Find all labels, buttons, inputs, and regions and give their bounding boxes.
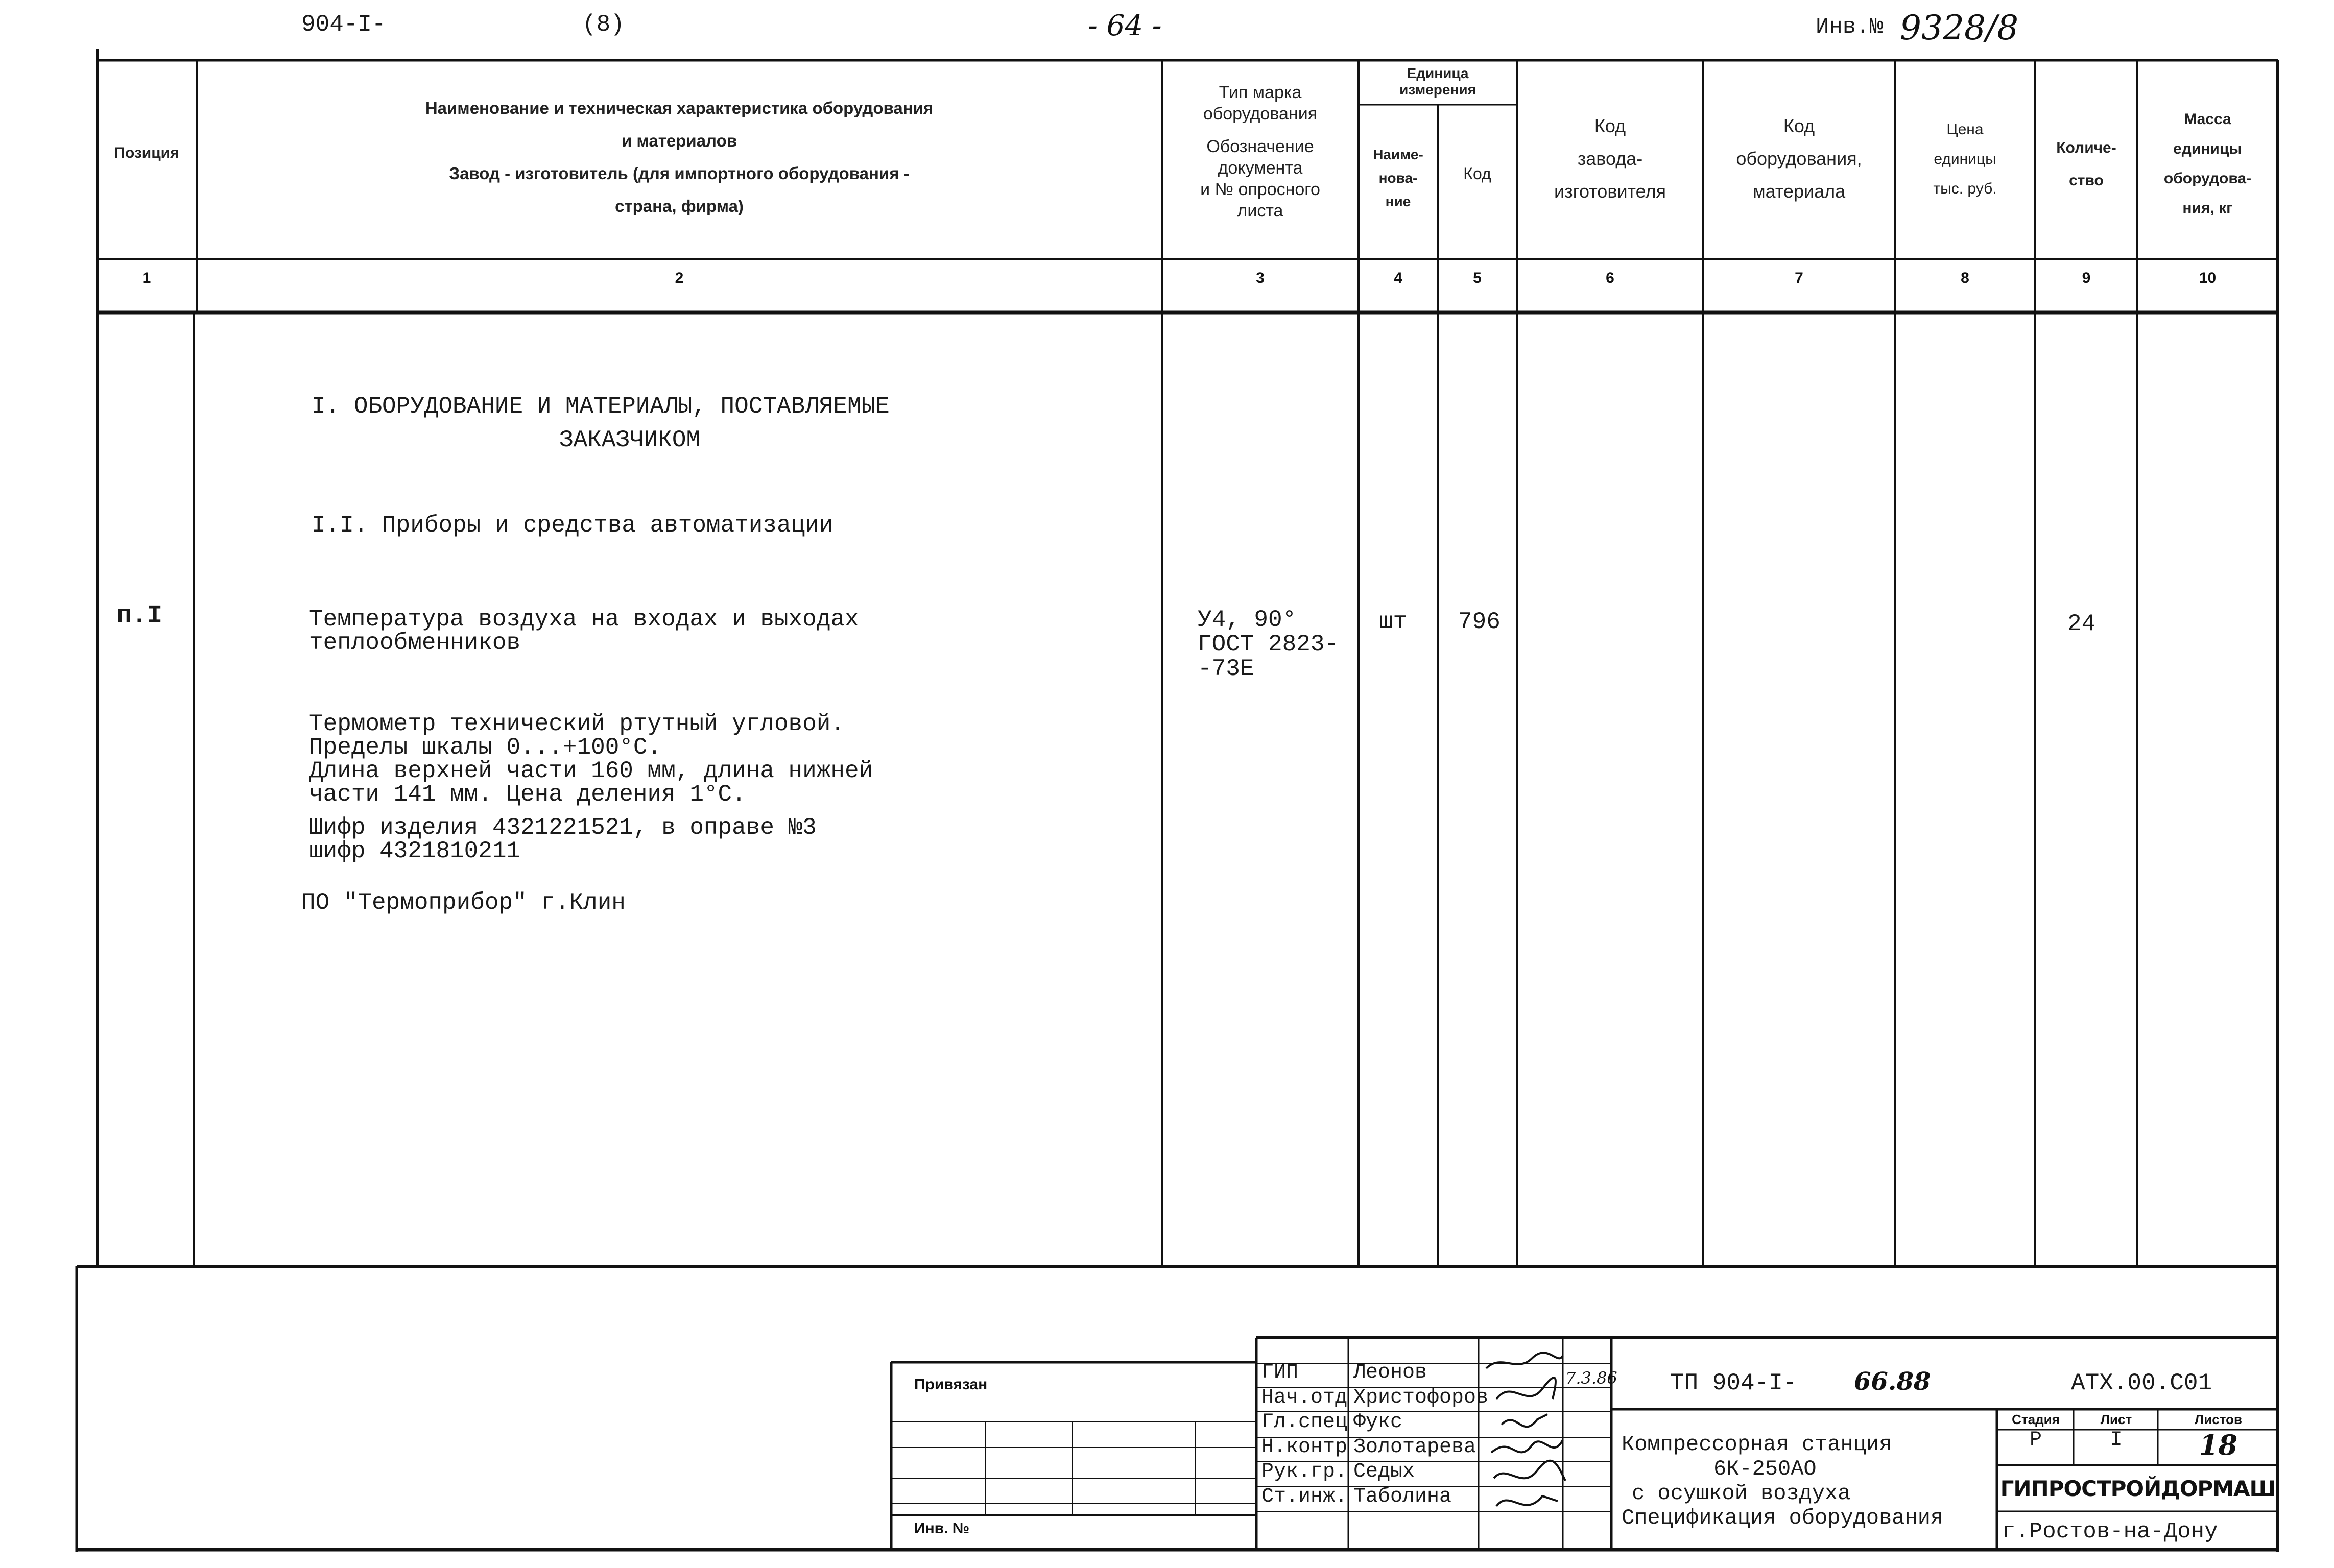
row-description-line-5: Длина верхней части 160 мм, длина нижней xyxy=(309,758,873,784)
header-quantity-line-2: ство xyxy=(2069,172,2104,189)
header-unit-name-line-3: ние xyxy=(1385,194,1411,209)
row-manufacturer: ПО "Термоприбор" г.Клин xyxy=(301,889,626,916)
row-type-line-2: ГОСТ 2823- xyxy=(1198,631,1339,658)
header-equipment-line-1: Код xyxy=(1783,115,1815,136)
header-price-line-2: единицы xyxy=(1934,151,1996,167)
inventory-number: 9328/8 xyxy=(1900,8,2019,47)
header-type-line-5: и № опросного xyxy=(1200,180,1320,199)
header-equipment-line-3: материала xyxy=(1752,181,1846,202)
header-unit-name-line-2: нова- xyxy=(1378,170,1418,186)
header-unit-code: Код xyxy=(1463,164,1491,183)
column-number-2: 2 xyxy=(675,270,684,286)
row-description-block-3 xyxy=(309,816,817,863)
column-number-5: 5 xyxy=(1473,270,1482,286)
header-type-line-2: оборудования xyxy=(1203,104,1318,124)
stamp-title-line-4: Спецификация оборудования xyxy=(1622,1506,1944,1530)
series-number: 904-I- xyxy=(301,11,386,38)
signature-gip xyxy=(1486,1353,1563,1368)
header-name-line-1: Наименование и техническая характеристика оборудования xyxy=(425,99,934,117)
section-title-line-1: I. ОБОРУДОВАНИЕ И МАТЕРИАЛЫ, ПОСТАВЛЯЕМЫЕ xyxy=(312,393,890,420)
stamp-title xyxy=(1622,1432,1943,1530)
stamp-name-2: Христофоров xyxy=(1353,1386,1489,1409)
stamp-organization: ГИПРОСТРОЙДОРМАШ xyxy=(2000,1476,2276,1501)
stamp-bound-label: Привязан xyxy=(914,1376,988,1393)
header-manufacturer-line-3: изготовителя xyxy=(1554,181,1666,202)
row-type-line-1: У4, 90° xyxy=(1198,607,1297,633)
row-description-line-3: Термометр технический ртутный угловой. xyxy=(309,711,845,737)
header-type-mark xyxy=(1162,82,1359,222)
row-description-line-4: Пределы шкалы 0...+100°С. xyxy=(309,734,662,761)
stamp-role-group-lead: Рук.гр. xyxy=(1261,1460,1348,1483)
header-manufacturer-line-1: Код xyxy=(1594,115,1626,136)
stamp-role-senior-eng: Ст.инж. xyxy=(1261,1485,1348,1508)
header-unit-line-2: измерения xyxy=(1399,82,1476,98)
header-mass-line-1: Масса xyxy=(2184,111,2231,128)
row-description-line-2: теплообменников xyxy=(309,630,521,656)
header-mass-line-4: ния, кг xyxy=(2182,200,2233,216)
section-title-line-2: ЗАКАЗЧИКОМ xyxy=(559,427,701,453)
row-description-block-1 xyxy=(309,608,859,655)
stamp-role-gip: ГИП xyxy=(1261,1361,1299,1384)
header-type-line-1: Тип марка xyxy=(1219,83,1302,102)
row-type-line-3: -73Е xyxy=(1198,656,1254,682)
header-position: Позиция xyxy=(114,144,179,161)
header-name-line-4: страна, фирма) xyxy=(615,197,744,215)
column-number-4: 4 xyxy=(1394,270,1402,286)
stamp-title-line-3: с осушкой воздуха xyxy=(1632,1481,1851,1506)
stamp-sheet-label: Лист xyxy=(2100,1411,2132,1427)
stamp-name-4: Золотарева xyxy=(1353,1435,1476,1459)
stamp-city: г.Ростов-на-Дону xyxy=(2002,1519,2218,1545)
header-name-line-2: и материалов xyxy=(621,131,737,150)
header-manufacturer-code xyxy=(1517,110,1703,208)
row-description-block-2 xyxy=(309,712,873,806)
signature-group-lead xyxy=(1494,1461,1565,1481)
stamp-sheets-value: 18 xyxy=(2199,1429,2238,1461)
signature-norm-control xyxy=(1491,1440,1563,1453)
header-unit-price xyxy=(1895,115,2035,204)
stamp-doc-code-handwritten: 66.88 xyxy=(1854,1367,1931,1396)
column-number-7: 7 xyxy=(1795,270,1803,286)
header-mass-line-3: оборудова- xyxy=(2163,170,2252,187)
column-number-10: 10 xyxy=(2199,270,2217,286)
row-type-mark xyxy=(1198,608,1339,681)
header-unit-name xyxy=(1359,143,1438,213)
stamp-title-line-1: Компрессорная станция xyxy=(1622,1432,1892,1457)
stamp-stage-value: Р xyxy=(2029,1428,2042,1452)
signature-head-dept xyxy=(1496,1378,1556,1399)
stamp-inventory-label: Инв. № xyxy=(914,1520,970,1537)
row-quantity: 24 xyxy=(2067,611,2096,637)
stamp-doc-code-prefix: ТП 904-I- xyxy=(1670,1370,1797,1396)
stamp-sheet-value: I xyxy=(2110,1428,2123,1452)
header-unit-line-1: Единица xyxy=(1407,65,1469,81)
header-quantity-line-1: Количе- xyxy=(2056,139,2116,156)
header-equipment-line-2: оборудования, xyxy=(1736,148,1862,169)
header-name-description xyxy=(197,92,1162,223)
stamp-sheets-label: Листов xyxy=(2195,1411,2242,1427)
row-unit-code: 796 xyxy=(1458,609,1501,635)
subsection-title: I.I. Приборы и средства автоматизации xyxy=(312,512,833,539)
row-description-line-6: части 141 мм. Цена деления 1°С. xyxy=(309,781,746,808)
page-number: - 64 - xyxy=(1088,9,1162,42)
header-type-line-4: документа xyxy=(1218,158,1303,178)
stamp-gip-date: 7.3.86 xyxy=(1565,1368,1617,1388)
stamp-name-1: Леонов xyxy=(1353,1361,1427,1384)
row-description-line-1: Температура воздуха на входах и выходах xyxy=(309,606,859,633)
signature-senior-eng xyxy=(1496,1496,1558,1506)
header-mass-line-2: единицы xyxy=(2173,140,2242,157)
header-quantity xyxy=(2035,132,2137,197)
column-number-8: 8 xyxy=(1961,270,1969,286)
header-manufacturer-line-2: завода- xyxy=(1577,148,1643,169)
header-equipment-code xyxy=(1703,110,1895,208)
header-unit-group xyxy=(1359,65,1517,98)
inventory-label: Инв.№ xyxy=(1816,14,1884,40)
part-number: (8) xyxy=(582,11,625,38)
stamp-role-norm-control: Н.контр xyxy=(1261,1435,1348,1459)
stamp-names xyxy=(1353,1361,1488,1509)
row-position: п.I xyxy=(116,601,163,631)
column-number-1: 1 xyxy=(142,270,151,286)
row-description-line-8: шифр 4321810211 xyxy=(309,838,521,864)
stamp-role-head-dept: Нач.отд xyxy=(1261,1386,1348,1409)
header-unit-mass xyxy=(2137,105,2278,223)
header-unit-name-line-1: Наиме- xyxy=(1373,147,1423,162)
header-type-line-3: Обозначение xyxy=(1206,137,1314,156)
stamp-stage-label: Стадия xyxy=(2012,1411,2060,1427)
signature-chief-spec xyxy=(1502,1414,1547,1427)
column-number-6: 6 xyxy=(1606,270,1614,286)
stamp-name-5: Седых xyxy=(1353,1460,1415,1483)
stamp-title-line-2: 6К-250АО xyxy=(1713,1457,1817,1481)
row-description-line-7: Шифр изделия 4321221521, в оправе №3 xyxy=(309,814,817,841)
header-price-line-1: Цена xyxy=(1946,121,1984,138)
column-number-9: 9 xyxy=(2082,270,2091,286)
stamp-sheet-code: АТХ.00.С01 xyxy=(2071,1370,2212,1396)
stamp-roles xyxy=(1261,1361,1347,1509)
header-name-line-3: Завод - изготовитель (для импортного оборудования - xyxy=(449,164,910,183)
header-price-line-3: тыс. руб. xyxy=(1933,180,1997,197)
stamp-name-6: Таболина xyxy=(1353,1485,1452,1508)
row-unit-name: шт xyxy=(1379,609,1408,635)
stamp-name-3: Фукс xyxy=(1353,1411,1403,1434)
stamp-role-chief-spec: Гл.спец xyxy=(1261,1411,1348,1434)
header-type-line-6: листа xyxy=(1237,201,1283,221)
column-number-3: 3 xyxy=(1256,270,1265,286)
